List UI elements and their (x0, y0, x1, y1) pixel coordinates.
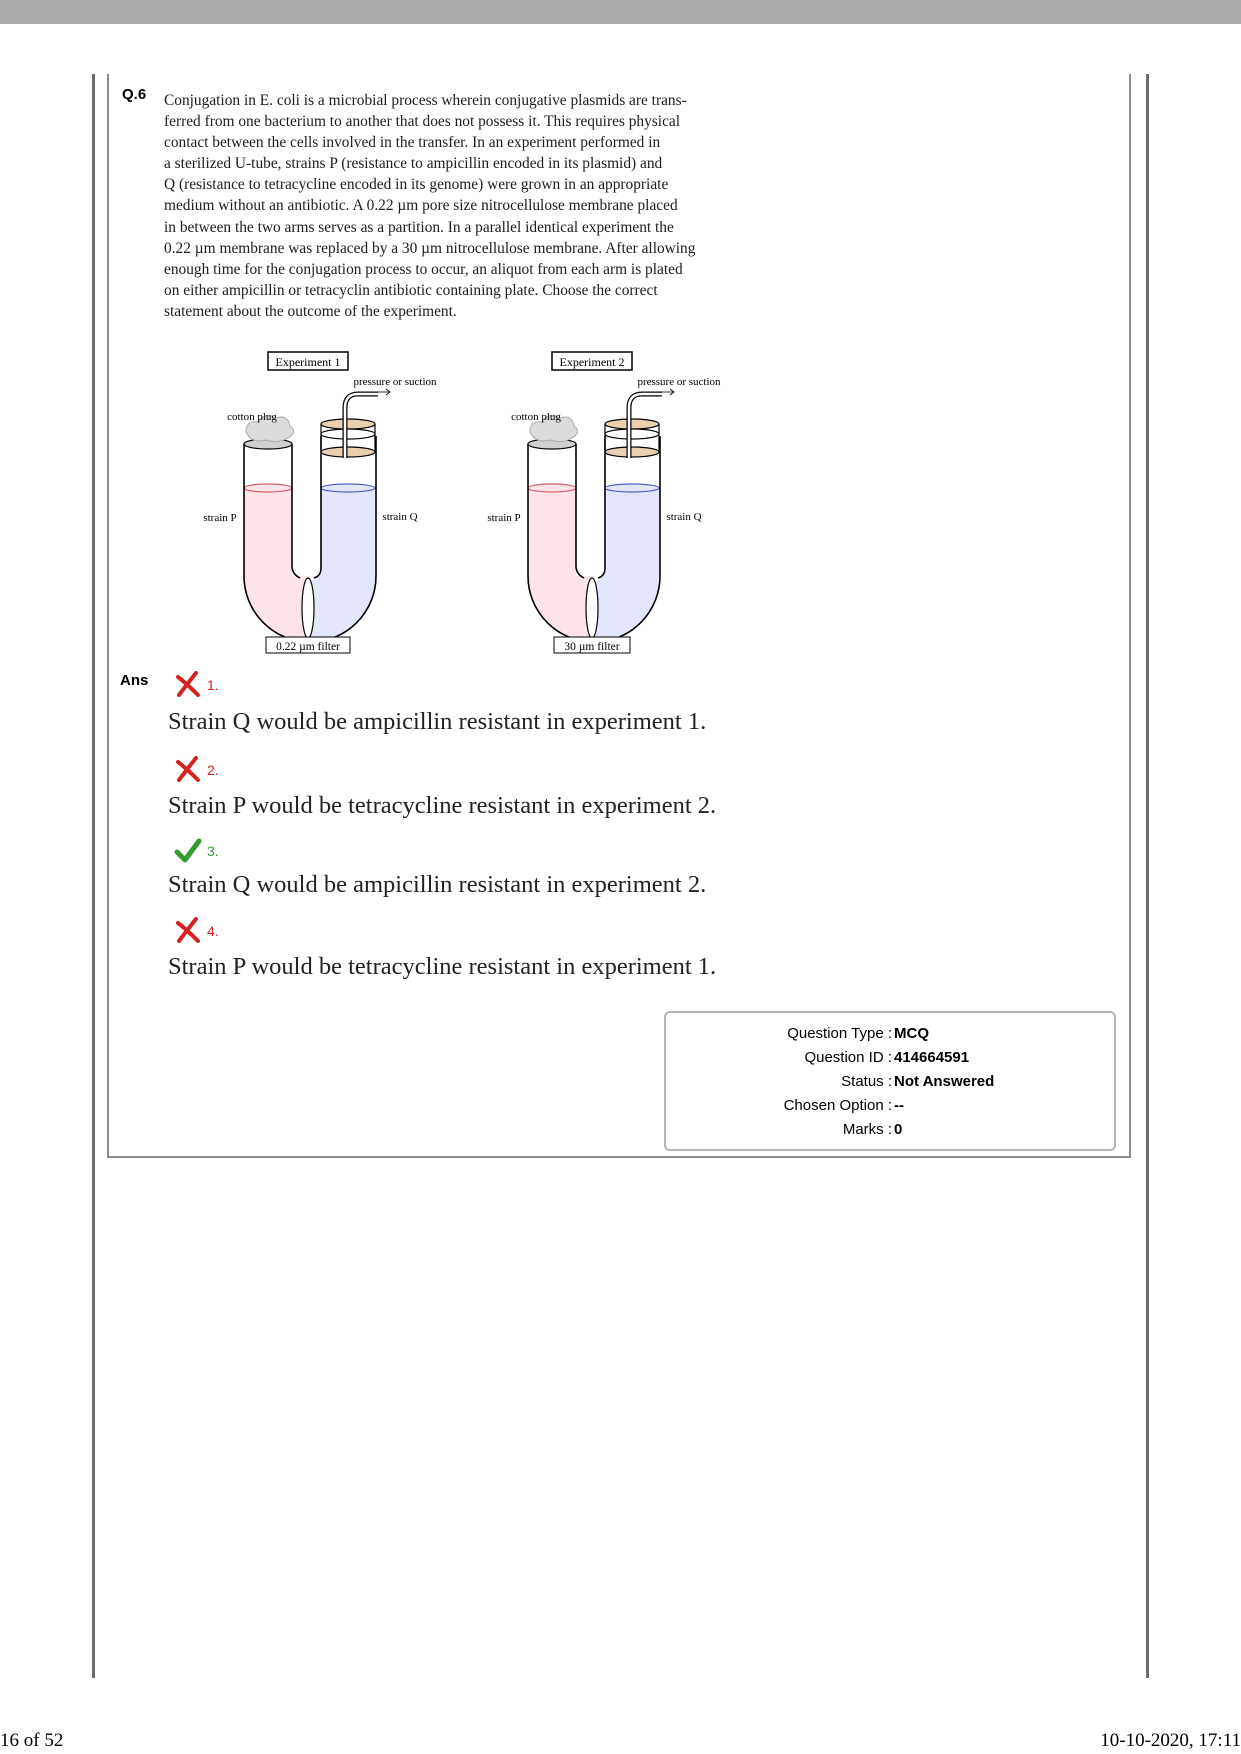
strain-p-label: strain P (203, 512, 237, 524)
question-id-value: 414664591 (894, 1049, 970, 1066)
question-line: a sterilized U-tube, strains P (resistance to ampicillin encoded in its plasmid) and (164, 155, 663, 173)
question-line: medium without an antibiotic. A 0.22 µm pore size nitrocellulose membrane placed (164, 197, 678, 215)
option-1-number: 1. (207, 677, 219, 693)
question-number: Q.6 (122, 86, 147, 103)
option-4-text: Strain P would be tetracycline resistant in experiment 1. (168, 953, 717, 980)
question-info-box (664, 1011, 1116, 1151)
option-1-text: Strain Q would be ampicillin resistant in experiment 1. (168, 708, 707, 735)
strain-p-liquid (528, 488, 594, 642)
page-right-border (1146, 74, 1149, 1678)
question-line: 0.22 µm membrane was replaced by a 30 µm nitrocellulose membrane. After allowing (164, 239, 696, 257)
page-left-border (92, 74, 95, 1678)
marks-value: 0 (894, 1121, 903, 1138)
experiment-2-diagram (487, 352, 721, 653)
u-tube-figure (180, 346, 760, 658)
cross-icon (174, 756, 202, 782)
question-type-label: Question Type : (787, 1025, 892, 1042)
filter-label: 30 µm filter (564, 641, 620, 653)
filter-membrane (302, 578, 314, 638)
pressure-label: pressure or suction (637, 376, 721, 388)
print-datetime: 10-10-2020, 17:11 (1100, 1730, 1241, 1751)
strain-q-label: strain Q (382, 511, 418, 523)
question-line: Conjugation in E. coli is a microbial process wherein conjugative plasmids are trans- (164, 92, 687, 109)
page-counter: 16 of 52 (0, 1730, 64, 1751)
cotton-plug-label: cotton plug (227, 411, 277, 423)
status-label: Status : (841, 1073, 892, 1090)
strain-p-label: strain P (487, 512, 521, 524)
filter-membrane (586, 578, 598, 638)
filter-label: 0.22 µm filter (276, 641, 340, 653)
question-line: contact between the cells involved in the transfer. In an experiment performed in (164, 134, 661, 152)
chosen-option-label: Chosen Option : (783, 1097, 892, 1114)
question-line: on either ampicillin or tetracyclin antibiotic containing plate. Choose the correct (164, 281, 658, 299)
option-3-text: Strain Q would be ampicillin resistant in experiment 2. (168, 871, 707, 898)
question-line: in between the two arms serves as a partition. In a parallel identical experiment the (164, 218, 674, 236)
strain-p-liquid (244, 488, 310, 642)
option-3-number: 3. (207, 843, 219, 859)
question-line: Q (resistance to tetracycline encoded in its genome) were grown in an appropriate (164, 176, 669, 194)
question-text (164, 90, 794, 322)
question-type-value: MCQ (894, 1025, 929, 1042)
strain-q-label: strain Q (666, 511, 702, 523)
answer-label: Ans (120, 672, 149, 689)
marks-label: Marks : (842, 1121, 892, 1138)
strain-q-liquid (310, 488, 376, 642)
option-4-number: 4. (207, 923, 219, 939)
question-id-label: Question ID : (804, 1049, 892, 1066)
chosen-option-value: -- (894, 1097, 904, 1114)
experiment-2-title: Experiment 2 (559, 355, 625, 369)
experiment-1-title: Experiment 1 (275, 355, 341, 369)
cross-icon (174, 671, 202, 697)
status-value: Not Answered (894, 1073, 995, 1090)
cotton-plug-label: cotton plug (511, 411, 561, 423)
question-line: ferred from one bacterium to another that does not possess it. This requires physical (164, 113, 681, 131)
pressure-label: pressure or suction (353, 376, 437, 388)
question-line: enough time for the conjugation process to occur, an aliquot from each arm is plated (164, 260, 683, 278)
question-line: statement about the outcome of the experiment. (164, 302, 457, 320)
option-2-text: Strain P would be tetracycline resistant in experiment 2. (168, 792, 717, 819)
browser-top-bar (0, 0, 1241, 24)
check-icon (174, 838, 202, 864)
cross-icon (174, 917, 202, 943)
option-2-number: 2. (207, 762, 219, 778)
experiment-1-diagram (203, 352, 437, 653)
strain-q-liquid (594, 488, 660, 642)
